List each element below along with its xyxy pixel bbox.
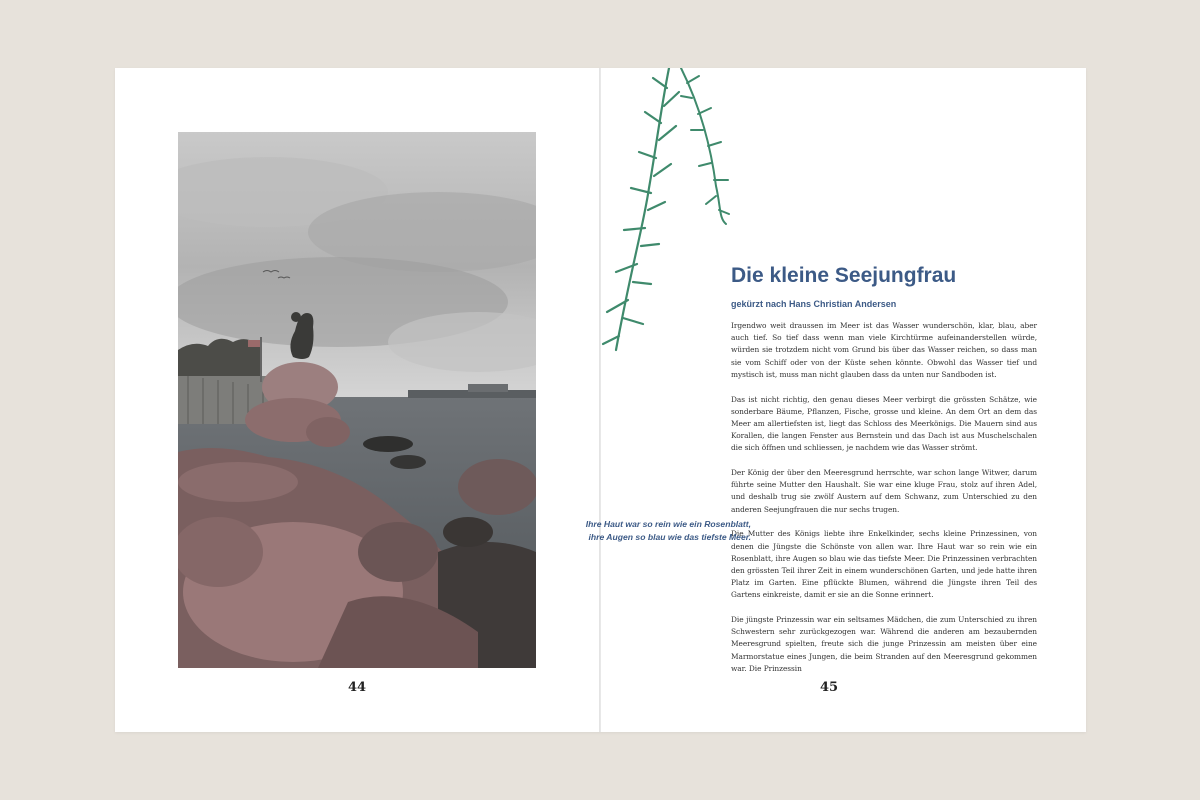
- paragraph: Irgendwo weit draussen im Meer ist das Wasser wunderschön, klar, blau, aber auch tief. So tief dass wenn man viele Kirchtürme aufeinanderstellen würde, würden sie trotzdem nicht vom Grund bis über das Wasser reichen, so dass man sie vom Schiff oder von der Küste sehen könnte. Obwohl das Wasser tief und mystisch ist, muss man nicht glauben dass da unten nur Sandboden ist.: [731, 321, 1037, 379]
- book-spread: [115, 68, 1086, 732]
- paragraph: Die Mutter des Königs liebte ihre Enkelkinder, sechs kleine Prinzessinen, von denen die Jüngste die Schönste von allen war. Ihre Haut war so rein wie ein Rosenblatt, ihre Augen so blau wie das tiefste Meer. Die Prinzessinen verbrachten den grössten Teil ihrer Zeit in einem wunderschönen Garten, und jede hatte ihren Platz im Garten. Eine pflückte Blumen, während die Jüngste ihren Teil des Gartens einkreiste, damit er sie an die Sonne erinnert.: [731, 529, 1037, 600]
- paragraph: Der König der über den Meeresgrund herrschte, war schon lange Witwer, darum führte seine Mutter den Haushalt. Sie war eine kluge Frau, stolz auf ihren Adel, und deshalb trug sie zwölf Austern auf dem Schwanz, zum Unterschied zu den anderen Seejungfrauen die nur sechs trugen.: [731, 468, 1037, 514]
- page-number-left: 44: [347, 680, 367, 695]
- story-body: [731, 320, 1037, 688]
- left-page: [115, 68, 600, 732]
- paragraph: Die jüngste Prinzessin war ein seltsames Mädchen, die zum Unterschied zu ihren Schwestern sehr zurückgezogen war. Während die anderen am bezaubernden Meeresgrund spielten, freute sich die junge Prinzessin am meisten über eine Marmorstatue eines Jungen, die beim Stranden auf den Meeresgrund gekommen war. Die Prinzessin: [731, 615, 1037, 673]
- story-title: Die kleine Seejungfrau: [731, 264, 957, 287]
- pull-quote: Ihre Haut war so rein wie ein Rosenblatt, ihre Augen so blau wie das tiefste Meer.: [585, 519, 751, 542]
- right-page: [585, 68, 1086, 732]
- mermaid-photo: [178, 132, 536, 668]
- mermaid-photo-illustration: [178, 132, 536, 668]
- paragraph: Das ist nicht richtig, den genau dieses Meer verbirgt die grössten Schätze, wie sonderbare Bäume, Pflanzen, Fische, grosse und kleine. An dem Ort an dem das Meer am allertiefsten ist, liegt das Schloss des Meerkönigs. Die Mauern sind aus Korallen, die langen Fenster aus Bernstein und das Dach ist aus Muschelschalen die sich öffnen und schliessen, je nachdem wie das Wasser strömt.: [731, 394, 1037, 453]
- page-number-right: 45: [819, 680, 839, 695]
- story-subtitle: gekürzt nach Hans Christian Andersen: [731, 299, 897, 309]
